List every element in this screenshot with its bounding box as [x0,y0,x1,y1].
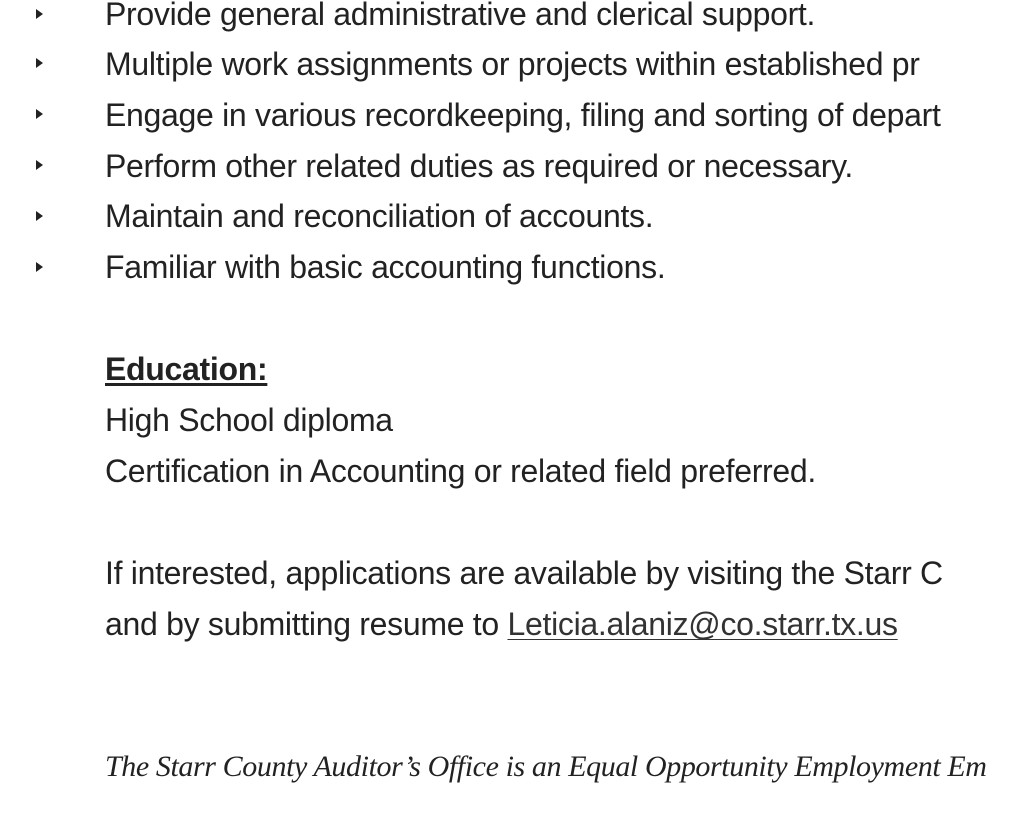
bullet-arrow-icon [36,211,43,221]
education-heading: Education: [105,351,268,387]
duty-item: Familiar with basic accounting functions. [105,249,666,285]
application-text-line: If interested, applications are available by visiting the Starr C [105,555,943,591]
email-link[interactable]: Leticia.alaniz@co.starr.tx.us [507,606,898,642]
bullet-arrow-icon [36,262,43,272]
application-text-prefix: and by submitting resume to [105,606,508,642]
duty-item: Multiple work assignments or projects within established pr [105,46,920,82]
equal-opportunity-statement: The Starr County Auditor’s Office is an Equal Opportunity Employment Em [105,750,987,783]
duty-item: Provide general administrative and clerical support. [105,0,816,32]
bullet-arrow-icon [36,109,43,119]
education-line: High School diploma [105,402,393,438]
duty-item: Engage in various recordkeeping, filing and sorting of depart [105,97,941,133]
bullet-arrow-icon [36,160,43,170]
bullet-arrow-icon [36,58,43,68]
education-line: Certification in Accounting or related field preferred. [105,453,817,489]
duty-item: Perform other related duties as required or necessary. [105,148,854,184]
application-text-line [105,604,898,644]
bullet-arrow-icon [36,9,43,19]
duty-item: Maintain and reconciliation of accounts. [105,198,654,234]
